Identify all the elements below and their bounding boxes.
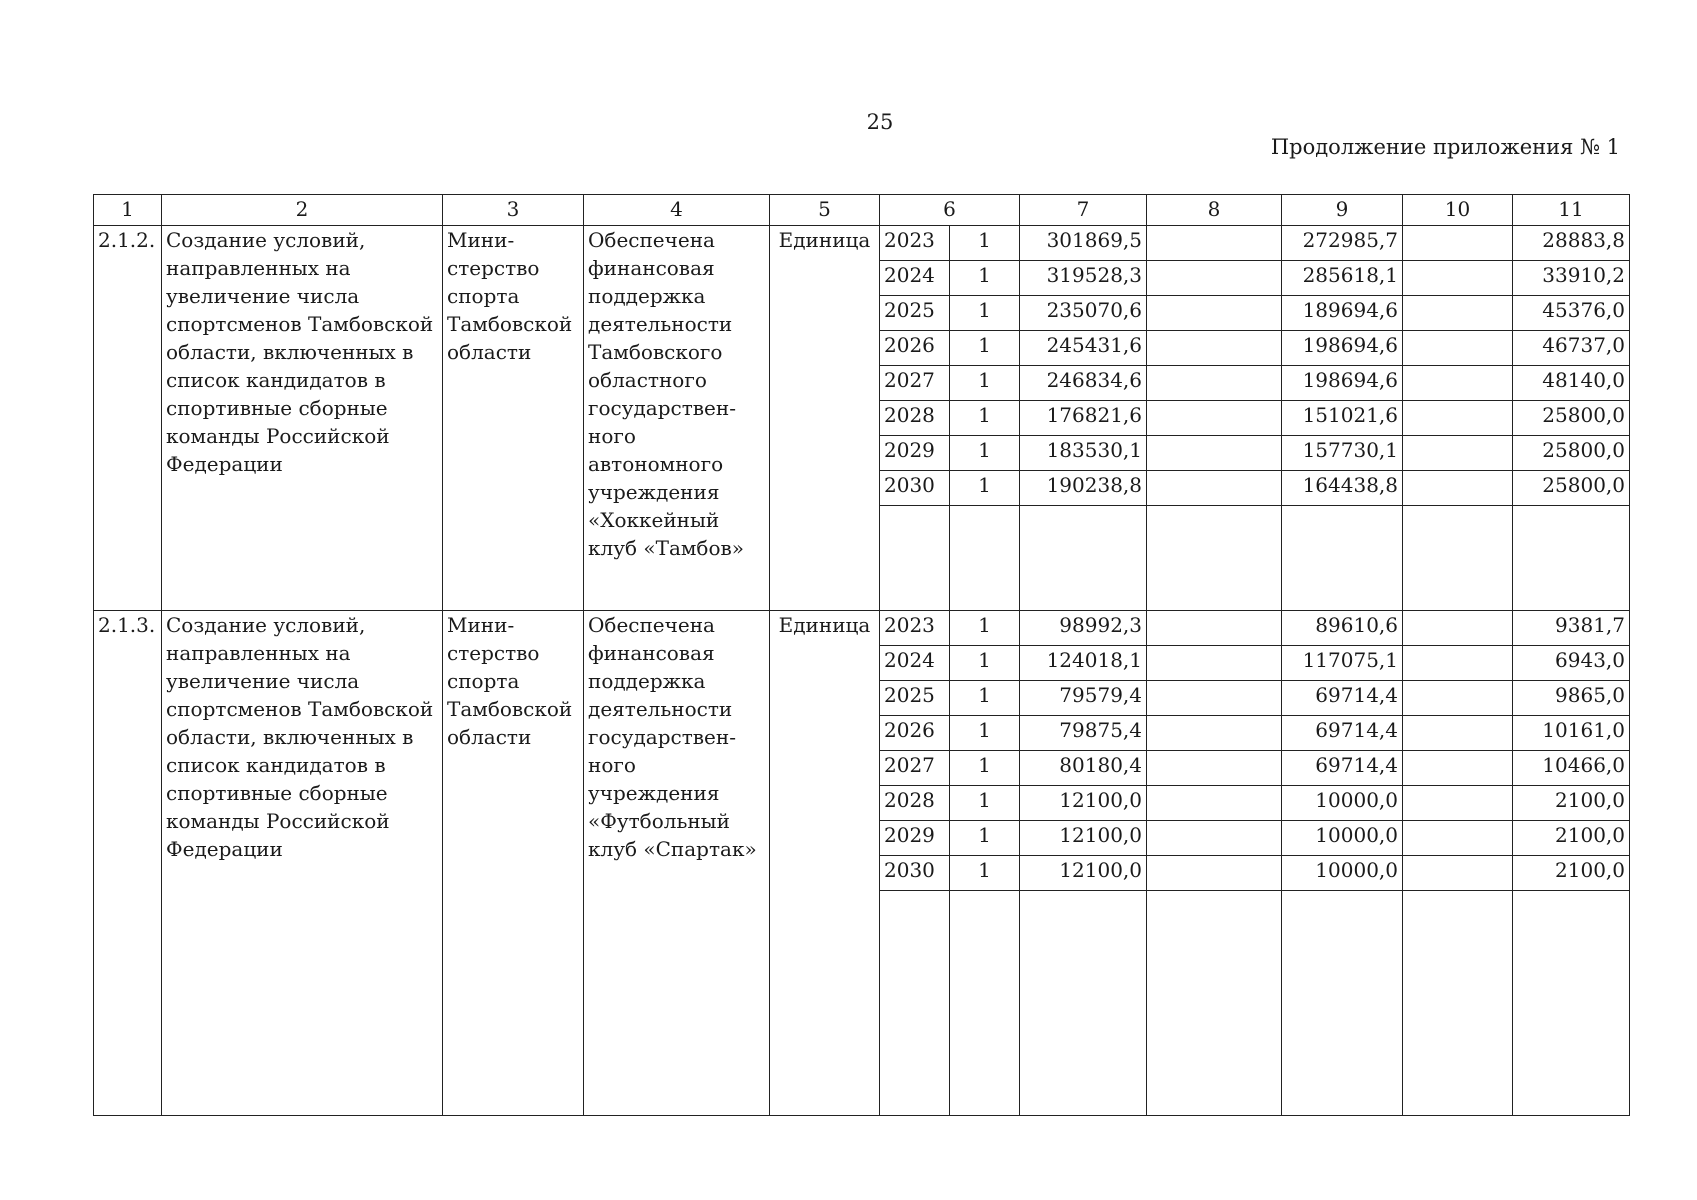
header-cell: 3	[443, 195, 584, 226]
header-cell: 1	[94, 195, 162, 226]
total-amount: 183530,1	[1020, 436, 1147, 471]
local-budget	[1403, 331, 1513, 366]
empty-cell	[1147, 891, 1282, 1116]
local-budget	[1403, 401, 1513, 436]
federal-budget	[1147, 646, 1282, 681]
local-budget	[1403, 681, 1513, 716]
empty-cell	[1513, 506, 1630, 611]
regional-budget: 272985,7	[1282, 226, 1403, 261]
regional-budget: 198694,6	[1282, 331, 1403, 366]
other-sources: 2100,0	[1513, 821, 1630, 856]
row-number: 2.1.2.	[94, 226, 162, 611]
federal-budget	[1147, 681, 1282, 716]
regional-budget: 151021,6	[1282, 401, 1403, 436]
other-sources: 2100,0	[1513, 786, 1630, 821]
local-budget	[1403, 471, 1513, 506]
header-cell: 6	[880, 195, 1020, 226]
other-sources: 9381,7	[1513, 611, 1630, 646]
local-budget	[1403, 821, 1513, 856]
total-amount: 245431,6	[1020, 331, 1147, 366]
indicator-value: 1	[950, 296, 1020, 331]
other-sources: 10161,0	[1513, 716, 1630, 751]
indicator-value: 1	[950, 226, 1020, 261]
total-amount: 79875,4	[1020, 716, 1147, 751]
indicator-value: 1	[950, 261, 1020, 296]
other-sources: 2100,0	[1513, 856, 1630, 891]
federal-budget	[1147, 611, 1282, 646]
total-amount: 235070,6	[1020, 296, 1147, 331]
other-sources: 45376,0	[1513, 296, 1630, 331]
empty-cell	[1147, 506, 1282, 611]
expected-result: Обеспечена финансовая поддержка деятельности Тамбовского областного государствен- ного автономного учреждения «Хоккейный клуб «Тамбов»	[584, 226, 770, 611]
year-cell: 2027	[880, 751, 950, 786]
local-budget	[1403, 261, 1513, 296]
regional-budget: 69714,4	[1282, 681, 1403, 716]
measure-name: Создание условий, направленных на увеличение числа спортсменов Тамбовской области, включенных в список кандидатов в спортивные сборные команды Российской Федерации	[162, 226, 443, 611]
local-budget	[1403, 296, 1513, 331]
other-sources: 9865,0	[1513, 681, 1630, 716]
other-sources: 33910,2	[1513, 261, 1630, 296]
program-table	[93, 194, 1630, 1116]
year-cell: 2023	[880, 611, 950, 646]
year-cell: 2025	[880, 681, 950, 716]
other-sources: 10466,0	[1513, 751, 1630, 786]
empty-cell	[950, 506, 1020, 611]
header-cell: 8	[1147, 195, 1282, 226]
federal-budget	[1147, 296, 1282, 331]
executor: Мини- стерство спорта Тамбовской области	[443, 611, 584, 1116]
header-cell: 9	[1282, 195, 1403, 226]
empty-cell	[1403, 506, 1513, 611]
year-cell: 2024	[880, 646, 950, 681]
indicator-value: 1	[950, 611, 1020, 646]
empty-cell	[1282, 506, 1403, 611]
year-cell: 2029	[880, 436, 950, 471]
appendix-continuation-note: Продолжение приложения № 1	[1270, 135, 1620, 159]
total-amount: 176821,6	[1020, 401, 1147, 436]
executor: Мини- стерство спорта Тамбовской области	[443, 226, 584, 611]
other-sources: 28883,8	[1513, 226, 1630, 261]
other-sources: 25800,0	[1513, 436, 1630, 471]
empty-cell	[880, 891, 950, 1116]
total-amount: 12100,0	[1020, 786, 1147, 821]
unit-of-measure: Единица	[770, 611, 880, 1116]
total-amount: 98992,3	[1020, 611, 1147, 646]
year-cell: 2028	[880, 786, 950, 821]
empty-cell	[1513, 891, 1630, 1116]
indicator-value: 1	[950, 436, 1020, 471]
federal-budget	[1147, 856, 1282, 891]
empty-cell	[1403, 891, 1513, 1116]
regional-budget: 69714,4	[1282, 716, 1403, 751]
federal-budget	[1147, 751, 1282, 786]
other-sources: 48140,0	[1513, 366, 1630, 401]
local-budget	[1403, 716, 1513, 751]
other-sources: 6943,0	[1513, 646, 1630, 681]
year-cell: 2026	[880, 716, 950, 751]
total-amount: 80180,4	[1020, 751, 1147, 786]
year-cell: 2025	[880, 296, 950, 331]
total-amount: 79579,4	[1020, 681, 1147, 716]
year-cell: 2026	[880, 331, 950, 366]
indicator-value: 1	[950, 401, 1020, 436]
year-cell: 2030	[880, 471, 950, 506]
table-row	[94, 226, 1630, 261]
indicator-value: 1	[950, 856, 1020, 891]
federal-budget	[1147, 716, 1282, 751]
federal-budget	[1147, 786, 1282, 821]
federal-budget	[1147, 331, 1282, 366]
indicator-value: 1	[950, 716, 1020, 751]
local-budget	[1403, 226, 1513, 261]
header-cell: 5	[770, 195, 880, 226]
indicator-value: 1	[950, 331, 1020, 366]
regional-budget: 69714,4	[1282, 751, 1403, 786]
federal-budget	[1147, 436, 1282, 471]
local-budget	[1403, 646, 1513, 681]
indicator-value: 1	[950, 821, 1020, 856]
total-amount: 301869,5	[1020, 226, 1147, 261]
page-number: 25	[866, 110, 894, 134]
expected-result: Обеспечена финансовая поддержка деятельности государствен- ного учреждения «Футбольный клуб «Спартак»	[584, 611, 770, 1116]
federal-budget	[1147, 821, 1282, 856]
other-sources: 25800,0	[1513, 471, 1630, 506]
local-budget	[1403, 786, 1513, 821]
total-amount: 190238,8	[1020, 471, 1147, 506]
unit-of-measure: Единица	[770, 226, 880, 611]
total-amount: 12100,0	[1020, 856, 1147, 891]
year-cell: 2028	[880, 401, 950, 436]
regional-budget: 189694,6	[1282, 296, 1403, 331]
indicator-value: 1	[950, 366, 1020, 401]
empty-cell	[880, 506, 950, 611]
year-cell: 2027	[880, 366, 950, 401]
header-cell: 11	[1513, 195, 1630, 226]
regional-budget: 10000,0	[1282, 856, 1403, 891]
federal-budget	[1147, 401, 1282, 436]
regional-budget: 10000,0	[1282, 821, 1403, 856]
local-budget	[1403, 366, 1513, 401]
year-cell: 2029	[880, 821, 950, 856]
year-cell: 2023	[880, 226, 950, 261]
indicator-value: 1	[950, 471, 1020, 506]
table-body	[94, 226, 1630, 1116]
local-budget	[1403, 856, 1513, 891]
indicator-value: 1	[950, 751, 1020, 786]
measure-name: Создание условий, направленных на увеличение числа спортсменов Тамбовской области, включенных в список кандидатов в спортивные сборные команды Российской Федерации	[162, 611, 443, 1116]
empty-cell	[1282, 891, 1403, 1116]
header-cell: 2	[162, 195, 443, 226]
local-budget	[1403, 436, 1513, 471]
total-amount: 319528,3	[1020, 261, 1147, 296]
federal-budget	[1147, 261, 1282, 296]
row-number: 2.1.3.	[94, 611, 162, 1116]
regional-budget: 10000,0	[1282, 786, 1403, 821]
indicator-value: 1	[950, 786, 1020, 821]
local-budget	[1403, 751, 1513, 786]
federal-budget	[1147, 366, 1282, 401]
regional-budget: 89610,6	[1282, 611, 1403, 646]
indicator-value: 1	[950, 681, 1020, 716]
column-number-header-row	[94, 195, 1630, 226]
empty-cell	[1020, 891, 1147, 1116]
local-budget	[1403, 611, 1513, 646]
total-amount: 124018,1	[1020, 646, 1147, 681]
federal-budget	[1147, 226, 1282, 261]
empty-cell	[1020, 506, 1147, 611]
regional-budget: 117075,1	[1282, 646, 1403, 681]
header-cell: 4	[584, 195, 770, 226]
federal-budget	[1147, 471, 1282, 506]
header-cell: 7	[1020, 195, 1147, 226]
header-cell: 10	[1403, 195, 1513, 226]
other-sources: 25800,0	[1513, 401, 1630, 436]
other-sources: 46737,0	[1513, 331, 1630, 366]
regional-budget: 285618,1	[1282, 261, 1403, 296]
year-cell: 2024	[880, 261, 950, 296]
empty-cell	[950, 891, 1020, 1116]
regional-budget: 164438,8	[1282, 471, 1403, 506]
total-amount: 12100,0	[1020, 821, 1147, 856]
regional-budget: 157730,1	[1282, 436, 1403, 471]
indicator-value: 1	[950, 646, 1020, 681]
regional-budget: 198694,6	[1282, 366, 1403, 401]
table-row	[94, 611, 1630, 646]
year-cell: 2030	[880, 856, 950, 891]
total-amount: 246834,6	[1020, 366, 1147, 401]
